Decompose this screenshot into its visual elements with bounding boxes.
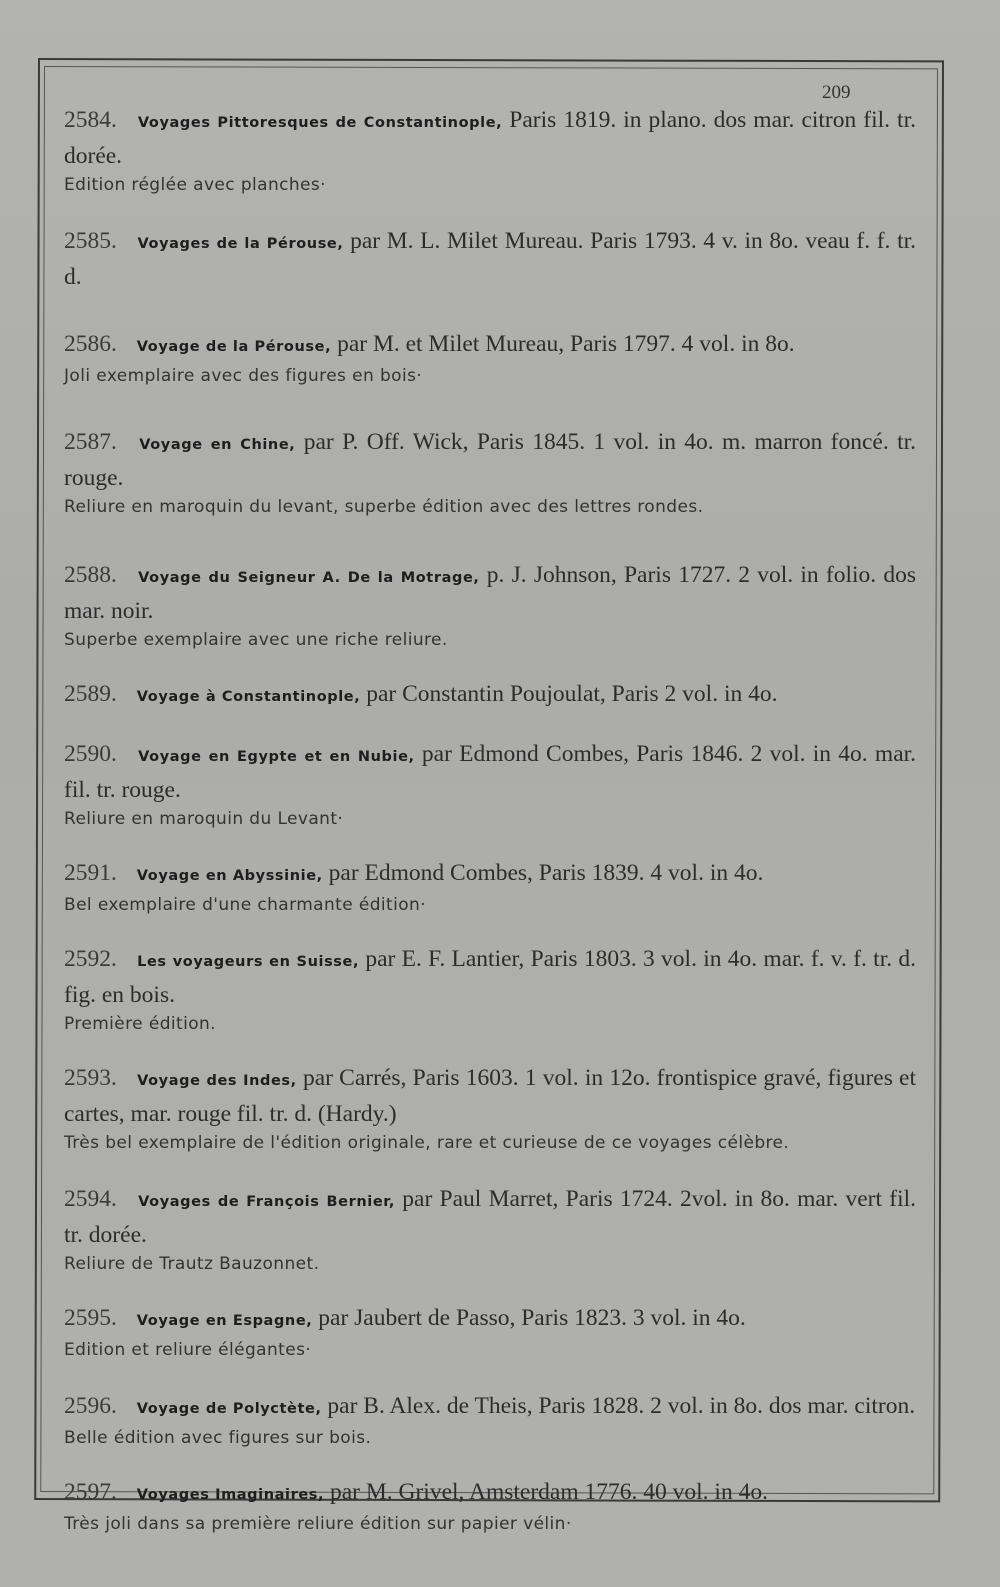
entry-main-line: [64, 857, 916, 893]
entry-title: Voyage du Seigneur A. De la Motrage,: [138, 570, 480, 586]
catalog-entry-2587: [64, 426, 916, 519]
entry-details: par M. L. Milet Mureau. Paris 1793. 4 v. in 8o. veau f. f. tr. d.: [64, 228, 917, 290]
catalog-entry-2584: [64, 104, 916, 197]
entry-main-line: [64, 426, 916, 495]
catalog-entries: [64, 104, 916, 1536]
entry-details: par E. F. Lantier, Paris 1803. 3 vol. in 4o. mar. f. v. f. tr. d. fig. en bois.: [64, 946, 917, 1008]
entry-details: Paris 1819. in plano. dos mar. citron fil. tr. dorée.: [64, 107, 916, 169]
catalog-entry-2588: [64, 559, 916, 652]
entry-title: Voyage en Egypte et en Nubie,: [138, 749, 415, 765]
entry-note: Edition réglée avec planches·: [64, 175, 326, 195]
entry-number: 2592.: [64, 946, 117, 972]
entry-title: Voyage en Espagne,: [136, 1313, 313, 1329]
catalog-entry-2589: [64, 678, 916, 714]
catalog-entry-2594: [64, 1183, 916, 1276]
catalog-entry-2597: [64, 1476, 916, 1536]
entry-details: par M. et Milet Mureau, Paris 1797. 4 vol. in 8o.: [337, 331, 795, 357]
entry-details: par M. Grivel, Amsterdam 1776. 40 vol. in 4o.: [329, 1479, 768, 1505]
entry-title: Les voyageurs en Suisse,: [137, 954, 360, 970]
catalog-entry-2590: [64, 738, 916, 831]
entry-main-line: [64, 559, 916, 628]
entry-note: Superbe exemplaire avec une riche reliure.: [64, 630, 448, 650]
entry-number: 2589.: [64, 681, 117, 707]
entry-main-line: [64, 943, 916, 1012]
entry-number: 2594.: [64, 1186, 117, 1212]
entry-details: par Paul Marret, Paris 1724. 2vol. in 8o. mar. vert fil. tr. dorée.: [64, 1186, 917, 1248]
catalog-entry-2586: [64, 328, 916, 388]
entry-note: Très joli dans sa première reliure édition sur papier vélin·: [64, 1514, 572, 1534]
entry-details: par Constantin Poujoulat, Paris 2 vol. in 4o.: [366, 681, 778, 707]
entry-note: Reliure de Trautz Bauzonnet.: [64, 1254, 320, 1274]
entry-title: Voyage de la Pérouse,: [136, 339, 332, 355]
entry-title: Voyages Pittoresques de Constantinople,: [137, 115, 503, 131]
entry-details: par P. Off. Wick, Paris 1845. 1 vol. in 4o. m. marron foncé. tr. rouge.: [64, 429, 916, 491]
entry-main-line: [64, 1476, 916, 1512]
catalog-entry-2596: [64, 1390, 916, 1450]
entry-main-line: [64, 1302, 916, 1338]
entry-main-line: [64, 738, 916, 807]
catalog-entry-2595: [64, 1302, 916, 1362]
entry-number: 2587.: [64, 429, 117, 455]
entry-details: par Jaubert de Passo, Paris 1823. 3 vol. in 4o.: [318, 1305, 746, 1331]
entry-note: Joli exemplaire avec des figures en bois·: [64, 366, 423, 386]
entry-note: Très bel exemplaire de l'édition originale, rare et curieuse de ce voyages célèbre.: [64, 1133, 790, 1153]
entry-number: 2596.: [64, 1393, 117, 1419]
entry-main-line: [64, 1390, 916, 1426]
entry-title: Voyages de François Bernier,: [138, 1194, 395, 1210]
entry-number: 2590.: [64, 741, 117, 767]
catalog-entry-2592: [64, 943, 916, 1036]
entry-note: Reliure en maroquin du levant, superbe édition avec des lettres rondes.: [64, 497, 704, 517]
entry-details: p. J. Johnson, Paris 1727. 2 vol. in folio. dos mar. noir.: [64, 562, 917, 624]
entry-title: Voyage des Indes,: [137, 1073, 297, 1089]
entry-number: 2597.: [64, 1479, 117, 1505]
entry-number: 2595.: [64, 1305, 117, 1331]
entry-main-line: [64, 1183, 916, 1252]
entry-number: 2593.: [64, 1065, 117, 1091]
entry-title: Voyage de Polyctète,: [136, 1401, 322, 1417]
page-number: 209: [822, 82, 851, 103]
entry-note: Belle édition avec figures sur bois.: [64, 1428, 372, 1448]
entry-details: par Carrés, Paris 1603. 1 vol. in 12o. frontispice gravé, figures et cartes, mar. rouge fil. tr. d. (Hardy.): [64, 1065, 917, 1127]
catalog-entry-2593: [64, 1062, 916, 1155]
entry-main-line: [64, 328, 916, 364]
entry-number: 2586.: [64, 331, 117, 357]
entry-details: par Edmond Combes, Paris 1839. 4 vol. in 4o.: [328, 860, 764, 886]
entry-main-line: [64, 678, 916, 714]
entry-title: Voyage à Constantinople,: [136, 689, 361, 705]
entry-number: 2585.: [64, 228, 117, 254]
entry-number: 2584.: [64, 107, 117, 133]
entry-title: Voyage en Chine,: [139, 437, 296, 453]
entry-title: Voyage en Abyssinie,: [136, 868, 323, 884]
entry-main-line: [64, 225, 916, 294]
entry-note: Edition et reliure élégantes·: [64, 1340, 312, 1360]
entry-details: par B. Alex. de Theis, Paris 1828. 2 vol. in 8o. dos mar. citron.: [327, 1393, 916, 1419]
entry-main-line: [64, 104, 916, 173]
catalog-entry-2591: [64, 857, 916, 917]
entry-title: Voyages de la Pérouse,: [137, 236, 344, 252]
entry-number: 2588.: [64, 562, 117, 588]
entry-number: 2591.: [64, 860, 117, 886]
entry-title: Voyages Imaginaires,: [136, 1487, 325, 1503]
catalog-entry-2585: [64, 225, 916, 294]
entry-details: par Edmond Combes, Paris 1846. 2 vol. in 4o. mar. fil. tr. rouge.: [64, 741, 917, 803]
entry-note: Bel exemplaire d'une charmante édition·: [64, 895, 427, 915]
entry-main-line: [64, 1062, 916, 1131]
entry-note: Reliure en maroquin du Levant·: [64, 809, 344, 829]
entry-note: Première édition.: [64, 1014, 216, 1034]
